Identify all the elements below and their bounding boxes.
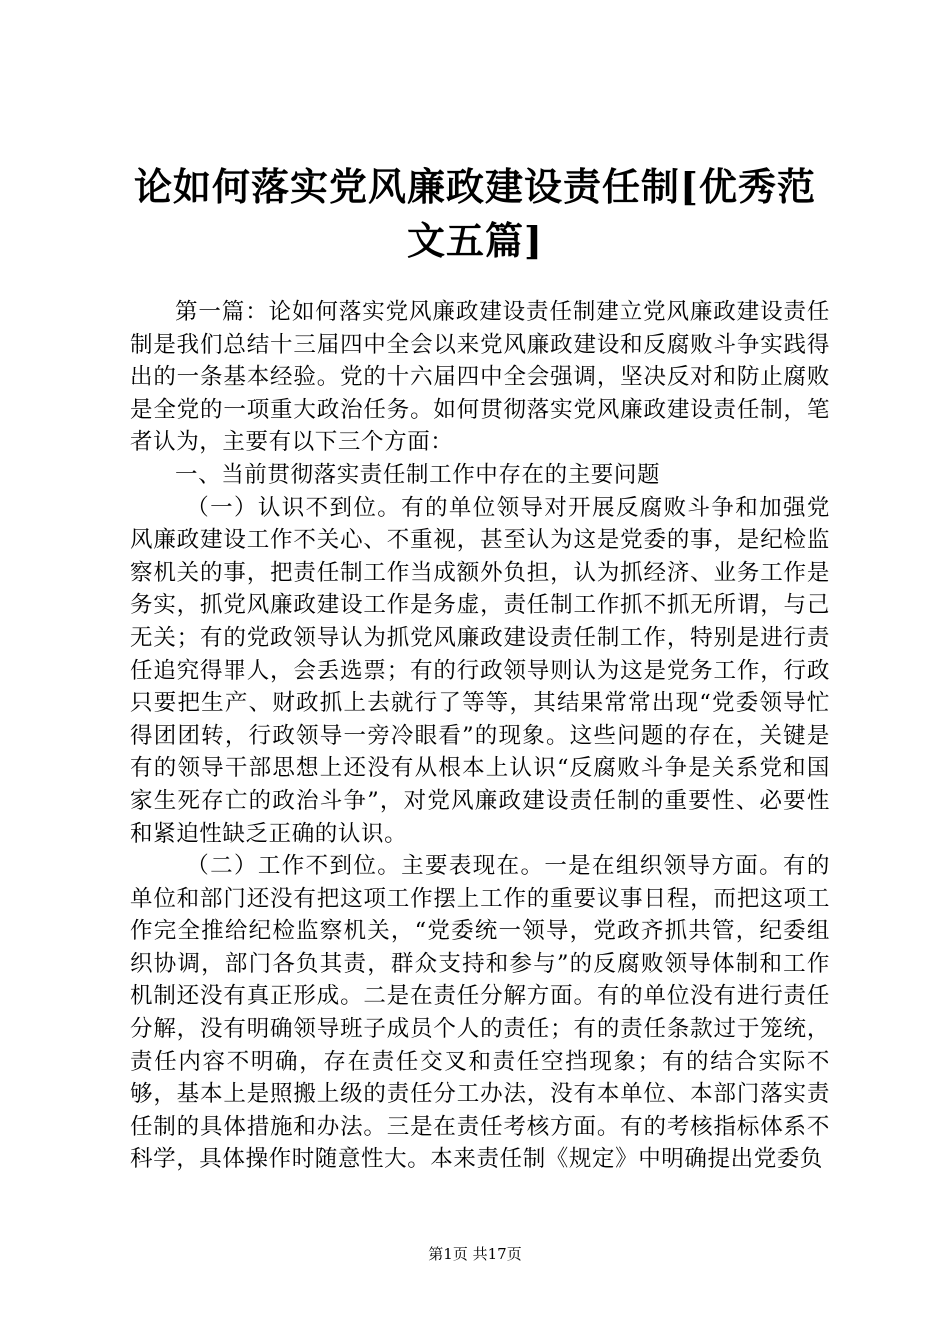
- paragraph-point-1: （一）认识不到位。有的单位领导对开展反腐败斗争和加强党风廉政建设工作不关心、不重视，甚至认为这是党委的事，是纪检监察机关的事，把责任制工作当成额外负担，认为抓经济、业务工作是务实，抓党风廉政建设工作是务虚，责任制工作抓不抓无所谓，与己无关；有的党政领导认为抓党风廉政建设责任制工作，特别是进行责任追究得罪人，会丢选票；有的行政领导则认为这是党务工作，行政只要把生产、财政抓上去就行了等等，其结果常常出现“党委领导忙得团团转，行政领导一旁冷眼看”的现象。这些问题的存在，关键是有的领导干部思想上还没有从根本上认识“反腐败斗争是关系党和国家生死存亡的政治斗争”，对党风廉政建设责任制的重要性、必要性和紧迫性缺乏正确的认识。: [130, 494, 830, 847]
- document-title: 论如何落实党风廉政建设责任制[优秀范文五篇]: [134, 164, 816, 263]
- paragraph-section-heading: 一、当前贯彻落实责任制工作中存在的主要问题: [175, 461, 661, 488]
- document-body: [130, 296, 830, 1176]
- paragraph-point-2: （二）工作不到位。主要表现在。一是在组织领导方面。有的单位和部门还没有把这项工作摆上工作的重要议事日程，而把这项工作完全推给纪检监察机关，“党委统一领导，党政齐抓共管，纪委组织协调，部门各负其责，群众支持和参与”的反腐败领导体制和工作机制还没有真正形成。二是在责任分解方面。有的单位没有进行责任分解，没有明确领导班子成员个人的责任；有的责任条款过于笼统，责任内容不明确，存在责任交叉和责任空挡现象；有的结合实际不够，基本上是照搬上级的责任分工办法，没有本单位、本部门落实责任制的具体措施和办法。三是在责任考核方面。有的考核指标体系不科学，具体操作时随意性大。本来责任制《规定》中明确提出党委负: [130, 853, 830, 1173]
- page-number-footer: 第1页 共17页: [428, 1245, 522, 1263]
- paragraph-intro: 第一篇：论如何落实党风廉政建设责任制建立党风廉政建设责任制是我们总结十三届四中全会以来党风廉政建设和反腐败斗争实践得出的一条基本经验。党的十六届四中全会强调，坚决反对和防止腐败是全党的一项重大政治任务。如何贯彻落实党风廉政建设责任制，笔者认为，主要有以下三个方面：: [130, 299, 830, 456]
